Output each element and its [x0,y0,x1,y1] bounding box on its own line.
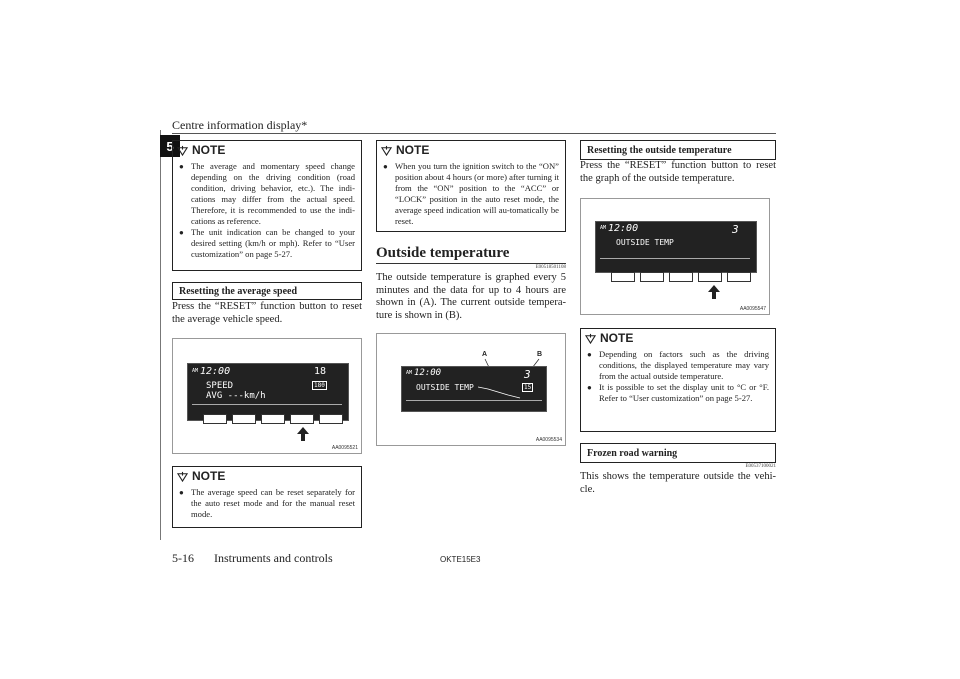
header-rule [172,133,776,134]
figure-outside-temp [376,333,566,446]
figure-code: AA0095534 [535,437,562,443]
chapter-tab: 5 [160,135,180,157]
arrow-up-icon [707,285,721,299]
note-box-temp [580,328,776,432]
callout-b: B [537,351,543,358]
heading-rule [376,263,566,264]
display-screen: AM 12:00 OUTSIDE TEMP 3 15 [401,366,547,412]
section-title-frozen: Frozen road warning [580,443,776,463]
doc-code: OKTE15E3 [440,555,481,564]
function-buttons [611,272,751,282]
note-list [581,347,775,408]
note-header [173,467,361,485]
list-item: ● When you turn the ignition switch to the “ON” position about 4 hours (or more) after turning it from the “ON” position to the “ACC” or “LOCK” position in the auto reset mode, the average speed indication will au-tomatically be reset. [383,161,559,226]
function-button[interactable] [669,272,693,282]
note-list [173,485,361,524]
footer [172,551,333,566]
function-button[interactable] [203,414,227,424]
reset-button[interactable] [319,414,343,424]
note-header [581,329,775,347]
function-button[interactable] [611,272,635,282]
note-icon [381,145,392,156]
note-label: NOTE [192,469,226,483]
note-box-reset [172,466,362,528]
note-box-ignition [376,140,566,232]
section-code: E00518501108 [535,265,566,270]
note-icon [177,145,188,156]
bullet-icon: ● [587,350,592,359]
note-header [377,141,565,159]
note-icon [177,471,188,482]
section-code: E00537100021 [745,464,776,469]
list-item: ● The average and momentary speed change depending on the driving condition (road condition, driving behavior, etc.). The indi-cations may differ from the actual speed. Therefore, it is recommended to use the indi-cations as reference. [179,161,355,226]
function-buttons [203,414,343,424]
temp-graph [478,383,522,401]
arrow-up-icon [296,427,310,441]
figure-reset-temp [580,198,770,315]
note-box-speed [172,140,362,271]
body-text: This shows the temperature outside the vehi-cle. [580,471,776,495]
body-text: The outside temperature is graphed every 5 minutes and the data for up to 4 hours are shown in (A). The current outside tempera-ture is shown in (B). [376,272,566,321]
list-item: ● The average speed can be reset separately for the auto reset mode and for the manual reset mode. [179,487,355,519]
bullet-icon: ● [179,488,184,497]
footer-section: Instruments and controls [214,551,333,565]
figure-avg-speed [172,338,362,454]
function-button[interactable] [261,414,285,424]
body-text: Press the “RESET” function button to reset the average vehicle speed. [172,301,362,325]
note-label: NOTE [600,331,634,345]
bullet-icon: ● [587,383,592,392]
display-screen: AM 12:00 SPEED AVG ---km/h 18 180 [187,363,349,421]
reset-button[interactable] [698,272,722,282]
list-item: ● Depending on factors such as the driving conditions, the displayed temperature may vary from the actual outside temperature. [587,349,769,381]
section-heading-outside-temp: Outside temperature [376,245,510,261]
section-title-reset-avg: Resetting the average speed [172,282,362,300]
note-label: NOTE [192,143,226,157]
function-button[interactable] [727,272,751,282]
function-button[interactable] [290,414,314,424]
note-list [377,159,565,231]
function-button[interactable] [640,272,664,282]
note-label: NOTE [396,143,430,157]
note-icon [585,333,596,344]
note-list [173,159,361,264]
bullet-icon: ● [179,228,184,237]
figure-code: AA0095547 [739,306,766,312]
list-item: ● It is possible to set the display unit to °C or °F. Refer to “User customization” on page 5-27. [587,382,769,403]
figure-code: AA0095521 [331,445,358,451]
margin-rule [160,130,161,540]
function-button[interactable] [232,414,256,424]
callout-a: A [482,351,488,358]
note-header [173,141,361,159]
page-header: Centre information display* [172,118,308,132]
bullet-icon: ● [179,162,184,171]
page-number: 5-16 [172,551,194,565]
list-item: ● The unit indication can be changed to your desired setting (km/h or mph). Refer to “User customization” on page 5-27. [179,227,355,259]
bullet-icon: ● [383,162,388,171]
body-text: Press the “RESET” function button to reset the graph of the outside temperature. [580,160,776,184]
display-screen: AM 12:00 OUTSIDE TEMP 3 [595,221,757,273]
section-title-reset-temp: Resetting the outside temperature [580,140,776,160]
